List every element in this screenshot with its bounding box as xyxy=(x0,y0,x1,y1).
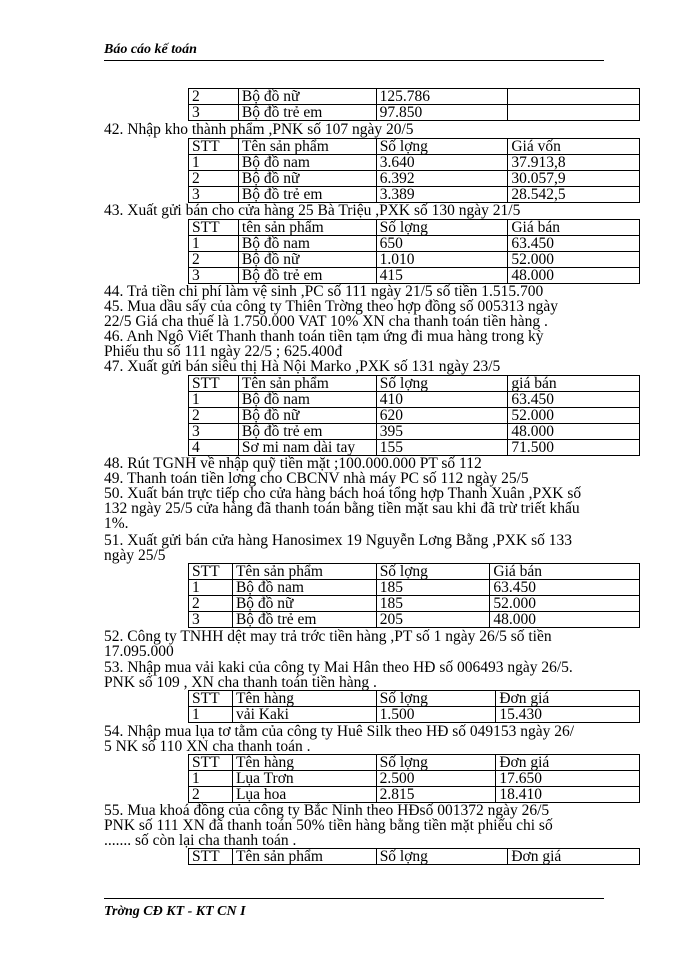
table-53 xyxy=(188,690,640,723)
table-cell: Bộ đồ nam xyxy=(238,392,376,408)
table-51 xyxy=(188,563,640,628)
table-55 xyxy=(188,848,640,865)
table-cell: Bộ đồ trẻ em xyxy=(238,424,376,440)
table-header-row xyxy=(189,755,640,771)
table-cell: 3 xyxy=(189,268,239,284)
item-54-line-2: 5 NK số 110 XN cha thanh toán . xyxy=(104,738,311,755)
item-48-text: 48. Rút TGNH về nhập quỹ tiền mặt ;100.000.000 PT số 112 xyxy=(104,455,482,472)
table-cell: 71.500 xyxy=(508,440,640,456)
table-cell: Bộ đồ trẻ em xyxy=(232,612,376,628)
table-row xyxy=(189,236,640,252)
table-cell: 185 xyxy=(376,596,490,612)
table-cell: 2 xyxy=(189,787,233,803)
table-cell: Lụa Trơn xyxy=(232,771,376,787)
item-52-line-2: 17.095.000 xyxy=(104,643,174,660)
item-55-line-3: ....... số còn lại cha thanh toán . xyxy=(104,832,297,849)
table-cell: 1 xyxy=(189,707,233,723)
item-53-line-1: 53. Nhập mua vải kaki của công ty Mai Hân theo HĐ số 006493 ngày 26/5. xyxy=(104,659,573,676)
table-cell: 3.640 xyxy=(376,155,508,171)
table-continued xyxy=(188,88,640,121)
table-cell: 395 xyxy=(376,424,508,440)
table-cell: 30.057,9 xyxy=(508,171,640,187)
table-cell: 1 xyxy=(189,580,233,596)
table-cell: STT xyxy=(189,376,239,392)
table-row xyxy=(189,771,640,787)
table-cell: 52.000 xyxy=(490,596,640,612)
table-cell: 52.000 xyxy=(508,252,640,268)
table-row xyxy=(189,105,640,121)
table-cell: 3 xyxy=(189,105,239,121)
table-cell: 2.815 xyxy=(376,787,496,803)
table-row xyxy=(189,440,640,456)
table-42 xyxy=(188,138,640,203)
table-header-row xyxy=(189,691,640,707)
item-44-text: 44. Trả tiền chi phí làm vệ sinh ,PC số 111 ngày 21/5 số tiền 1.515.700 xyxy=(104,283,544,300)
table-cell: Số lợng xyxy=(376,849,508,865)
table-cell: 2 xyxy=(189,408,239,424)
table-cell: Tên sản phẩm xyxy=(232,849,376,865)
table-cell: Bộ đồ nam xyxy=(232,580,376,596)
table-cell: Đơn giá xyxy=(496,691,640,707)
table-cell: Bộ đồ nữ xyxy=(238,89,376,105)
table-cell: 48.000 xyxy=(508,268,640,284)
table-cell: 6.392 xyxy=(376,171,508,187)
item-53-line-2: PNK số 109 , XN cha thanh toán tiền hàng . xyxy=(104,674,377,691)
table-row xyxy=(189,268,640,284)
table-cell: 18.410 xyxy=(496,787,640,803)
table-cell: STT xyxy=(189,691,233,707)
table-cell: 97.850 xyxy=(376,105,508,121)
table-cell: 63.450 xyxy=(508,236,640,252)
table-cell: 1.500 xyxy=(376,707,496,723)
table-row xyxy=(189,408,640,424)
item-42-text: 42. Nhập kho thành phẩm ,PNK số 107 ngày 20/5 xyxy=(104,121,414,138)
table-cell: vải Kaki xyxy=(232,707,376,723)
table-cell: 1 xyxy=(189,236,239,252)
table-cell: Tên sản phẩm xyxy=(238,376,376,392)
page-footer: Trờng CĐ KT - KT CN I xyxy=(104,904,246,919)
table-cell: 3.389 xyxy=(376,187,508,203)
table-row xyxy=(189,392,640,408)
header-rule xyxy=(104,60,604,61)
table-row xyxy=(189,155,640,171)
table-cell: Bộ đồ nữ xyxy=(232,596,376,612)
item-49-text: 49. Thanh toán tiền lơng cho CBCNV nhà máy PC số 112 ngày 25/5 xyxy=(104,470,529,487)
table-cell: Bộ đồ nữ xyxy=(238,408,376,424)
table-cell: 125.786 xyxy=(376,89,508,105)
table-cell: 4 xyxy=(189,440,239,456)
table-cell: 63.450 xyxy=(490,580,640,596)
table-cell: 185 xyxy=(376,580,490,596)
table-cell: Số lợng xyxy=(376,755,496,771)
table-cell: 48.000 xyxy=(490,612,640,628)
table-cell: 415 xyxy=(376,268,508,284)
table-row xyxy=(189,187,640,203)
table-cell: 28.542,5 xyxy=(508,187,640,203)
table-header-row xyxy=(189,564,640,580)
table-cell: Bộ đồ trẻ em xyxy=(238,268,376,284)
table-cell: Đơn giá xyxy=(496,755,640,771)
table-cell: 3 xyxy=(189,187,239,203)
table-cell: Số lợng xyxy=(376,691,496,707)
table-row xyxy=(189,89,640,105)
table-row xyxy=(189,424,640,440)
table-cell: Bộ đồ nam xyxy=(238,155,376,171)
table-row xyxy=(189,171,640,187)
table-cell: 620 xyxy=(376,408,508,424)
table-cell: tên sản phẩm xyxy=(238,220,376,236)
table-47 xyxy=(188,375,640,456)
item-50-line-3: 1%. xyxy=(104,515,129,532)
table-cell: 2 xyxy=(189,596,233,612)
item-46-line-1: 46. Anh Ngô Viết Thanh thanh toán tiền tạm ứng đi mua hàng trong kỳ xyxy=(104,328,544,345)
table-row xyxy=(189,252,640,268)
table-cell: 17.650 xyxy=(496,771,640,787)
table-cell: 2 xyxy=(189,89,239,105)
table-cell: Tên sản phẩm xyxy=(232,564,376,580)
table-cell: 15.430 xyxy=(496,707,640,723)
table-cell: Sơ mi nam dài tay xyxy=(238,440,376,456)
item-47-text: 47. Xuất gửi bán siêu thị Hà Nội Marko ,PXK số 131 ngày 23/5 xyxy=(104,358,501,375)
table-cell: 37.913,8 xyxy=(508,155,640,171)
table-cell: 1 xyxy=(189,771,233,787)
table-cell: Bộ đồ trẻ em xyxy=(238,105,376,121)
item-51-line-1: 51. Xuất gửi bán cửa hàng Hanosimex 19 Nguyễn Lơng Bằng ,PXK số 133 xyxy=(104,532,572,549)
item-43-text: 43. Xuất gửi bán cho cửa hàng 25 Bà Triệu ,PXK số 130 ngày 21/5 xyxy=(104,202,521,219)
item-50-line-2: 132 ngày 25/5 cửa hàng đã thanh toán bằng tiền mặt sau khi đã trừ triết khấu xyxy=(104,500,580,517)
table-header-row xyxy=(189,376,640,392)
table-cell: 48.000 xyxy=(508,424,640,440)
table-cell: Tên sản phẩm xyxy=(238,139,376,155)
item-55-line-1: 55. Mua khoá đồng của công ty Bắc Ninh theo HĐsố 001372 ngày 26/5 xyxy=(104,802,550,819)
table-cell: Bộ đồ trẻ em xyxy=(238,187,376,203)
table-row xyxy=(189,580,640,596)
item-55-line-2: PNK số 111 XN đã thanh toán 50% tiền hàng bằng tiền mặt phiếu chi số xyxy=(104,817,553,834)
table-cell: 155 xyxy=(376,440,508,456)
table-cell: 1 xyxy=(189,155,239,171)
table-cell: Giá bán xyxy=(490,564,640,580)
table-cell: Đơn giá xyxy=(508,849,640,865)
table-row xyxy=(189,612,640,628)
table-cell: 3 xyxy=(189,424,239,440)
item-51-line-2: ngày 25/5 xyxy=(104,547,166,564)
table-cell xyxy=(508,89,640,105)
table-row xyxy=(189,707,640,723)
table-header-row xyxy=(189,139,640,155)
table-cell: 2.500 xyxy=(376,771,496,787)
table-cell: STT xyxy=(189,849,233,865)
table-cell: Tên hàng xyxy=(232,755,376,771)
table-cell: giá bán xyxy=(508,376,640,392)
item-45-line-2: 22/5 Giá cha thuế là 1.750.000 VAT 10% XN cha thanh toán tiền hàng . xyxy=(104,313,548,330)
table-cell: 52.000 xyxy=(508,408,640,424)
table-cell: Số lợng xyxy=(376,564,490,580)
table-43 xyxy=(188,219,640,284)
table-cell: Giá bán xyxy=(508,220,640,236)
table-row xyxy=(189,787,640,803)
item-46-line-2: Phiếu thu số 111 ngày 22/5 ; 625.400đ xyxy=(104,343,343,360)
table-cell: Tên hàng xyxy=(232,691,376,707)
table-cell: Giá vốn xyxy=(508,139,640,155)
table-cell: 410 xyxy=(376,392,508,408)
table-cell: STT xyxy=(189,220,239,236)
table-cell: Số lợng xyxy=(376,139,508,155)
footer-rule xyxy=(104,898,604,899)
table-cell: Bộ đồ nam xyxy=(238,236,376,252)
table-cell: 1 xyxy=(189,392,239,408)
table-header-row xyxy=(189,849,640,865)
table-cell: STT xyxy=(189,139,239,155)
table-header-row xyxy=(189,220,640,236)
table-cell: 2 xyxy=(189,171,239,187)
table-row xyxy=(189,596,640,612)
table-cell: 3 xyxy=(189,612,233,628)
table-cell: 205 xyxy=(376,612,490,628)
table-cell xyxy=(508,105,640,121)
table-cell: Số lợng xyxy=(376,376,508,392)
table-cell: 63.450 xyxy=(508,392,640,408)
table-cell: STT xyxy=(189,564,233,580)
item-54-line-1: 54. Nhập mua lụa tơ tằm của công ty Huê Silk theo HĐ số 049153 ngày 26/ xyxy=(104,723,575,740)
table-cell: 2 xyxy=(189,252,239,268)
table-cell: 650 xyxy=(376,236,508,252)
table-cell: Bộ đồ nữ xyxy=(238,252,376,268)
table-cell: Số lợng xyxy=(376,220,508,236)
table-cell: Bộ đồ nữ xyxy=(238,171,376,187)
item-50-line-1: 50. Xuất bán trực tiếp cho cửa hàng bách hoá tổng hợp Thanh Xuân ,PXK số xyxy=(104,485,582,502)
table-cell: STT xyxy=(189,755,233,771)
table-54 xyxy=(188,754,640,803)
item-45-line-1: 45. Mua dầu sấy của công ty Thiên Trờng theo hợp đồng số 005313 ngày xyxy=(104,298,558,315)
table-cell: 1.010 xyxy=(376,252,508,268)
page-header-title: Báo cáo kế toán xyxy=(104,42,197,57)
table-cell: Lụa hoa xyxy=(232,787,376,803)
item-52-line-1: 52. Công ty TNHH dệt may trả trớc tiền hàng ,PT số 1 ngày 26/5 số tiền xyxy=(104,628,552,645)
